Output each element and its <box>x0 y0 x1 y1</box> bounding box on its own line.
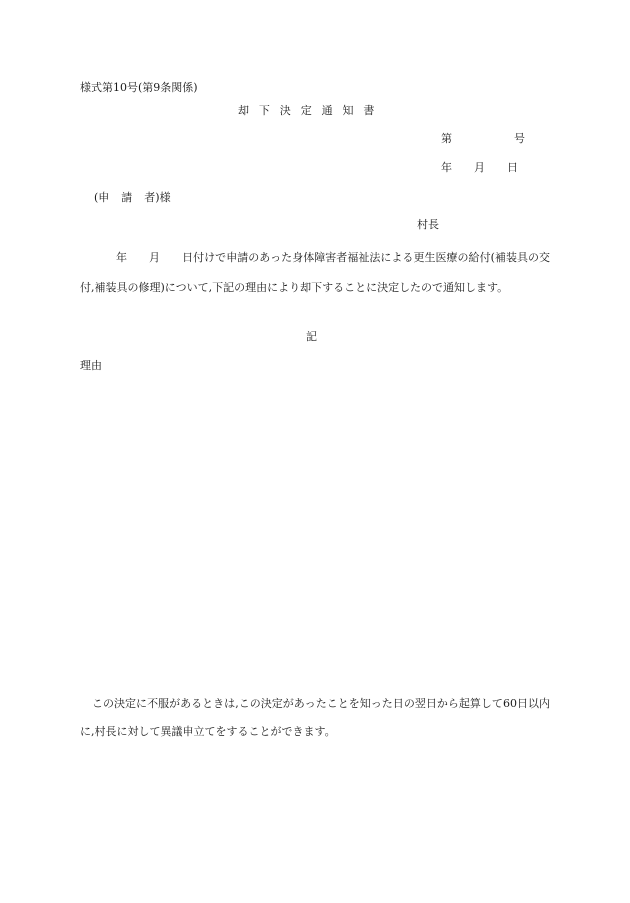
date-month-label: 月 <box>474 161 485 174</box>
notice-body <box>80 243 550 303</box>
document-number <box>441 133 525 144</box>
document-number-prefix: 第 <box>441 132 452 145</box>
body-text: 日付けで申請のあった身体障害者福祉法による更生医療の給付(補装具の交付,補装具の修理)について,下記の理由により却下することに決定したので通知します。 <box>80 251 551 294</box>
issuer: 村長 <box>417 218 439 231</box>
appeal-notice: この決定に不服があるときは,この決定があったことを知った日の翌日から起算して60日以内に,村長に対して異議申立てをすることができます。 <box>80 697 550 738</box>
recipient-open: (申 <box>94 191 110 204</box>
recipient <box>94 192 171 203</box>
recipient-close: 者)様 <box>144 191 171 204</box>
body-month-label: 月 <box>149 251 161 264</box>
recipient-mid: 請 <box>121 191 133 204</box>
document-number-suffix: 号 <box>514 132 525 145</box>
reason-label: 理由 <box>80 359 102 372</box>
document-date <box>441 162 518 173</box>
date-day-label: 日 <box>507 161 518 174</box>
form-number: 様式第10号(第9条関係) <box>80 81 198 94</box>
page-title: 却下決定通知書 <box>238 104 385 117</box>
date-year-label: 年 <box>441 161 452 174</box>
reason-area <box>80 380 550 680</box>
body-year-label: 年 <box>116 251 128 264</box>
record-heading: 記 <box>306 330 317 343</box>
